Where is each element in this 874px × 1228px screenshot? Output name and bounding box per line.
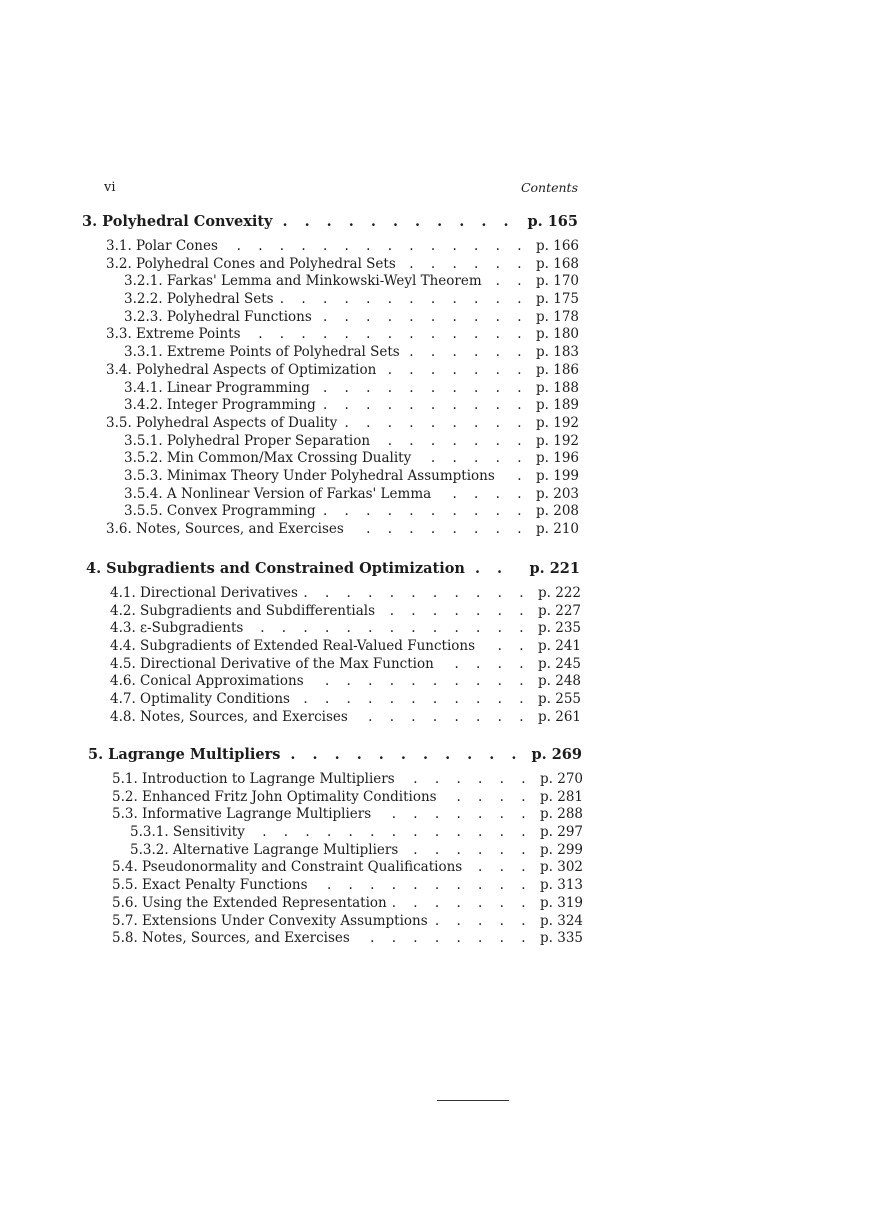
toc-section-entry[interactable] [88, 771, 582, 789]
entry-page: p. 288 [540, 806, 583, 823]
entry-label: 3.5.1. Polyhedral Proper Separation [124, 432, 371, 449]
chapter-title-row[interactable] [82, 213, 578, 233]
toc-section-entry[interactable] [82, 326, 578, 344]
dot-leader [318, 309, 528, 325]
dot-leader [314, 877, 532, 893]
entry-page: p. 188 [536, 379, 579, 396]
entry-label: 4.8. Notes, Sources, and Exercises [110, 708, 348, 725]
entry-label: 3.5. Polyhedral Aspects of Duality [106, 414, 338, 431]
entry-page: p. 255 [538, 691, 581, 708]
entry-page: p. 178 [536, 308, 579, 325]
dot-leader [393, 895, 532, 911]
dot-leader [377, 806, 532, 822]
entry-label: 5.3.2. Alternative Lagrange Multipliers [130, 841, 399, 858]
dot-leader [322, 397, 528, 413]
entry-label: 3.5.4. A Nonlinear Version of Farkas' Lemma [124, 485, 432, 502]
entry-page: p. 199 [536, 467, 579, 484]
entry-label: 5.5. Exact Penalty Functions [112, 877, 308, 894]
chapter-5 [88, 746, 582, 948]
running-title: Contents [520, 180, 578, 195]
toc-section-entry[interactable] [86, 673, 580, 691]
entry-page: p. 203 [536, 485, 579, 502]
dot-leader [401, 771, 532, 787]
toc-subsection-entry[interactable] [82, 433, 578, 451]
entry-page: p. 227 [538, 602, 581, 619]
dot-leader [280, 291, 528, 307]
toc-subsection-entry[interactable] [82, 344, 578, 362]
entry-page: p. 297 [540, 824, 583, 841]
toc-subsection-entry[interactable] [88, 842, 582, 860]
entry-label: 3.1. Polar Cones [106, 238, 218, 254]
dot-leader [417, 450, 528, 466]
entry-label: 4.1. Directional Derivatives [110, 585, 298, 601]
section-list [88, 771, 582, 948]
section-list [82, 238, 578, 539]
entry-label: 3.2. Polyhedral Cones and Polyhedral Sets [106, 255, 396, 272]
entry-page: p. 208 [536, 503, 579, 520]
toc-section-entry[interactable] [88, 877, 582, 895]
dot-leader [310, 673, 530, 689]
entry-page: p. 196 [536, 450, 579, 467]
entry-label: 3.5.2. Min Common/Max Crossing Duality [124, 450, 412, 467]
entry-page: p. 180 [536, 326, 579, 343]
entry-page: p. 222 [538, 585, 581, 601]
dot-leader [249, 620, 530, 636]
entry-page: p. 192 [536, 432, 579, 449]
entry-label: 5.8. Notes, Sources, and Exercises [112, 930, 350, 947]
entry-page: p. 241 [538, 638, 581, 655]
dot-leader [404, 842, 532, 858]
section-list [86, 585, 580, 727]
dot-leader [376, 433, 528, 449]
entry-label: 3.2.3. Polyhedral Functions [124, 308, 312, 325]
entry-label: 5.3.1. Sensitivity [130, 824, 245, 841]
entry-page: p. 183 [536, 344, 579, 361]
dot-leader [296, 691, 530, 707]
entry-page: p. 192 [536, 414, 579, 431]
entry-page: p. 261 [538, 708, 581, 725]
toc-section-entry[interactable] [88, 859, 582, 877]
toc-section-entry[interactable] [86, 620, 580, 638]
toc-subsection-entry[interactable] [82, 309, 578, 327]
dot-leader [350, 521, 528, 537]
toc-section-entry[interactable] [86, 691, 580, 709]
dot-leader [282, 213, 517, 230]
dot-leader [481, 638, 530, 654]
toc-section-entry[interactable] [86, 656, 580, 674]
entry-label: 5.7. Extensions Under Convexity Assumptions [112, 912, 428, 929]
chapter-title-row[interactable] [88, 746, 582, 766]
entry-label: 4.3. ε-Subgradients [110, 620, 244, 637]
toc-section-entry[interactable] [86, 585, 580, 603]
entry-label: 4.4. Subgradients of Extended Real-Valued Functions [110, 638, 476, 655]
dot-leader [406, 344, 528, 360]
toc-subsection-entry[interactable] [82, 450, 578, 468]
entry-label: 3.4.1. Linear Programming [124, 379, 310, 396]
chapter-title: 3. Polyhedral Convexity [82, 213, 273, 230]
toc-subsection-entry[interactable] [82, 397, 578, 415]
entry-label: 3.5.5. Convex Programming [124, 503, 316, 520]
dot-leader [356, 930, 532, 946]
toc-section-entry[interactable] [88, 789, 582, 807]
entry-page: p. 166 [536, 238, 579, 254]
dot-leader [343, 415, 528, 431]
dot-leader [434, 913, 532, 929]
toc-section-entry[interactable] [82, 521, 578, 539]
toc-section-entry[interactable] [82, 362, 578, 380]
toc-section-entry[interactable] [82, 256, 578, 274]
dot-leader [501, 468, 528, 484]
entry-label: 4.5. Directional Derivative of the Max Function [110, 655, 434, 672]
dot-leader [290, 746, 521, 763]
dot-leader [382, 362, 528, 378]
entry-page: p. 313 [540, 877, 583, 894]
entry-label: 4.7. Optimality Conditions [110, 691, 290, 708]
entry-page: p. 281 [540, 788, 583, 805]
toc-subsection-entry[interactable] [82, 380, 578, 398]
dot-leader [437, 486, 528, 502]
toc-section-entry[interactable] [88, 930, 582, 948]
entry-page: p. 319 [540, 894, 583, 911]
chapter-title: 4. Subgradients and Constrained Optimization [86, 560, 465, 577]
dot-leader [443, 789, 532, 805]
toc-section-entry[interactable] [82, 238, 578, 256]
dot-leader [468, 859, 532, 875]
entry-page: p. 245 [538, 655, 581, 672]
dot-leader [440, 656, 530, 672]
entry-page: p. 210 [536, 521, 579, 537]
entry-label: 4.2. Subgradients and Subdifferentials [110, 602, 376, 619]
toc-section-entry[interactable] [82, 415, 578, 433]
entry-label: 3.5.3. Minimax Theory Under Polyhedral Assumptions [124, 467, 495, 484]
entry-label: 3.6. Notes, Sources, and Exercises [106, 521, 344, 537]
dot-leader [316, 380, 528, 396]
entry-page: p. 170 [536, 273, 579, 290]
toc-subsection-entry[interactable] [88, 824, 582, 842]
chapter-title-row[interactable] [86, 560, 580, 580]
entry-page: p. 168 [536, 255, 579, 272]
entry-page: p. 302 [540, 859, 583, 876]
entry-label: 3.2.1. Farkas' Lemma and Minkowski-Weyl Theorem [124, 273, 482, 290]
toc-subsection-entry[interactable] [82, 468, 578, 486]
entry-page: p. 186 [536, 361, 579, 378]
entry-label: 3.3. Extreme Points [106, 326, 241, 343]
chapter-page: p. 165 [527, 213, 578, 230]
chapter-page: p. 269 [531, 746, 582, 763]
dot-leader [322, 503, 528, 519]
entry-label: 5.2. Enhanced Fritz John Optimality Conditions [112, 788, 437, 805]
page-number: vi [104, 180, 116, 195]
entry-label: 3.3.1. Extreme Points of Polyhedral Sets [124, 344, 400, 361]
page-header [104, 180, 578, 196]
entry-label: 3.4.2. Integer Programming [124, 397, 316, 414]
chapter-3 [82, 213, 578, 539]
entry-label: 5.3. Informative Lagrange Multipliers [112, 806, 372, 823]
toc-section-entry[interactable] [86, 638, 580, 656]
dot-leader [488, 273, 528, 289]
toc-subsection-entry[interactable] [82, 486, 578, 504]
entry-page: p. 175 [536, 291, 579, 308]
chapter-4 [86, 560, 580, 727]
footer-rule [437, 1100, 509, 1101]
entry-page: p. 189 [536, 397, 579, 414]
chapter-page: p. 221 [529, 560, 580, 577]
toc-subsection-entry[interactable] [82, 503, 578, 521]
entry-label: 5.4. Pseudonormality and Constraint Qualifications [112, 859, 463, 876]
toc-section-entry[interactable] [88, 806, 582, 824]
toc-section-entry[interactable] [88, 913, 582, 931]
dot-leader [381, 603, 530, 619]
dot-leader [224, 238, 528, 254]
dot-leader [475, 560, 520, 577]
toc-subsection-entry[interactable] [82, 273, 578, 291]
entry-label: 3.4. Polyhedral Aspects of Optimization [106, 361, 377, 378]
toc-section-entry[interactable] [86, 603, 580, 621]
dot-leader [304, 585, 530, 601]
entry-page: p. 248 [538, 673, 581, 690]
entry-page: p. 335 [540, 930, 583, 947]
entry-page: p. 235 [538, 620, 581, 637]
dot-leader [251, 824, 532, 840]
entry-label: 4.6. Conical Approximations [110, 673, 304, 690]
dot-leader [247, 326, 529, 342]
toc-section-entry[interactable] [86, 709, 580, 727]
entry-label: 5.6. Using the Extended Representation [112, 894, 387, 911]
dot-leader [354, 709, 530, 725]
entry-label: 3.2.2. Polyhedral Sets [124, 291, 274, 308]
toc-subsection-entry[interactable] [82, 291, 578, 309]
toc-section-entry[interactable] [88, 895, 582, 913]
entry-page: p. 299 [540, 841, 583, 858]
entry-page: p. 270 [540, 771, 583, 787]
dot-leader [402, 256, 528, 272]
entry-page: p. 324 [540, 912, 583, 929]
chapter-title: 5. Lagrange Multipliers [88, 746, 281, 763]
entry-label: 5.1. Introduction to Lagrange Multipliers [112, 771, 395, 787]
